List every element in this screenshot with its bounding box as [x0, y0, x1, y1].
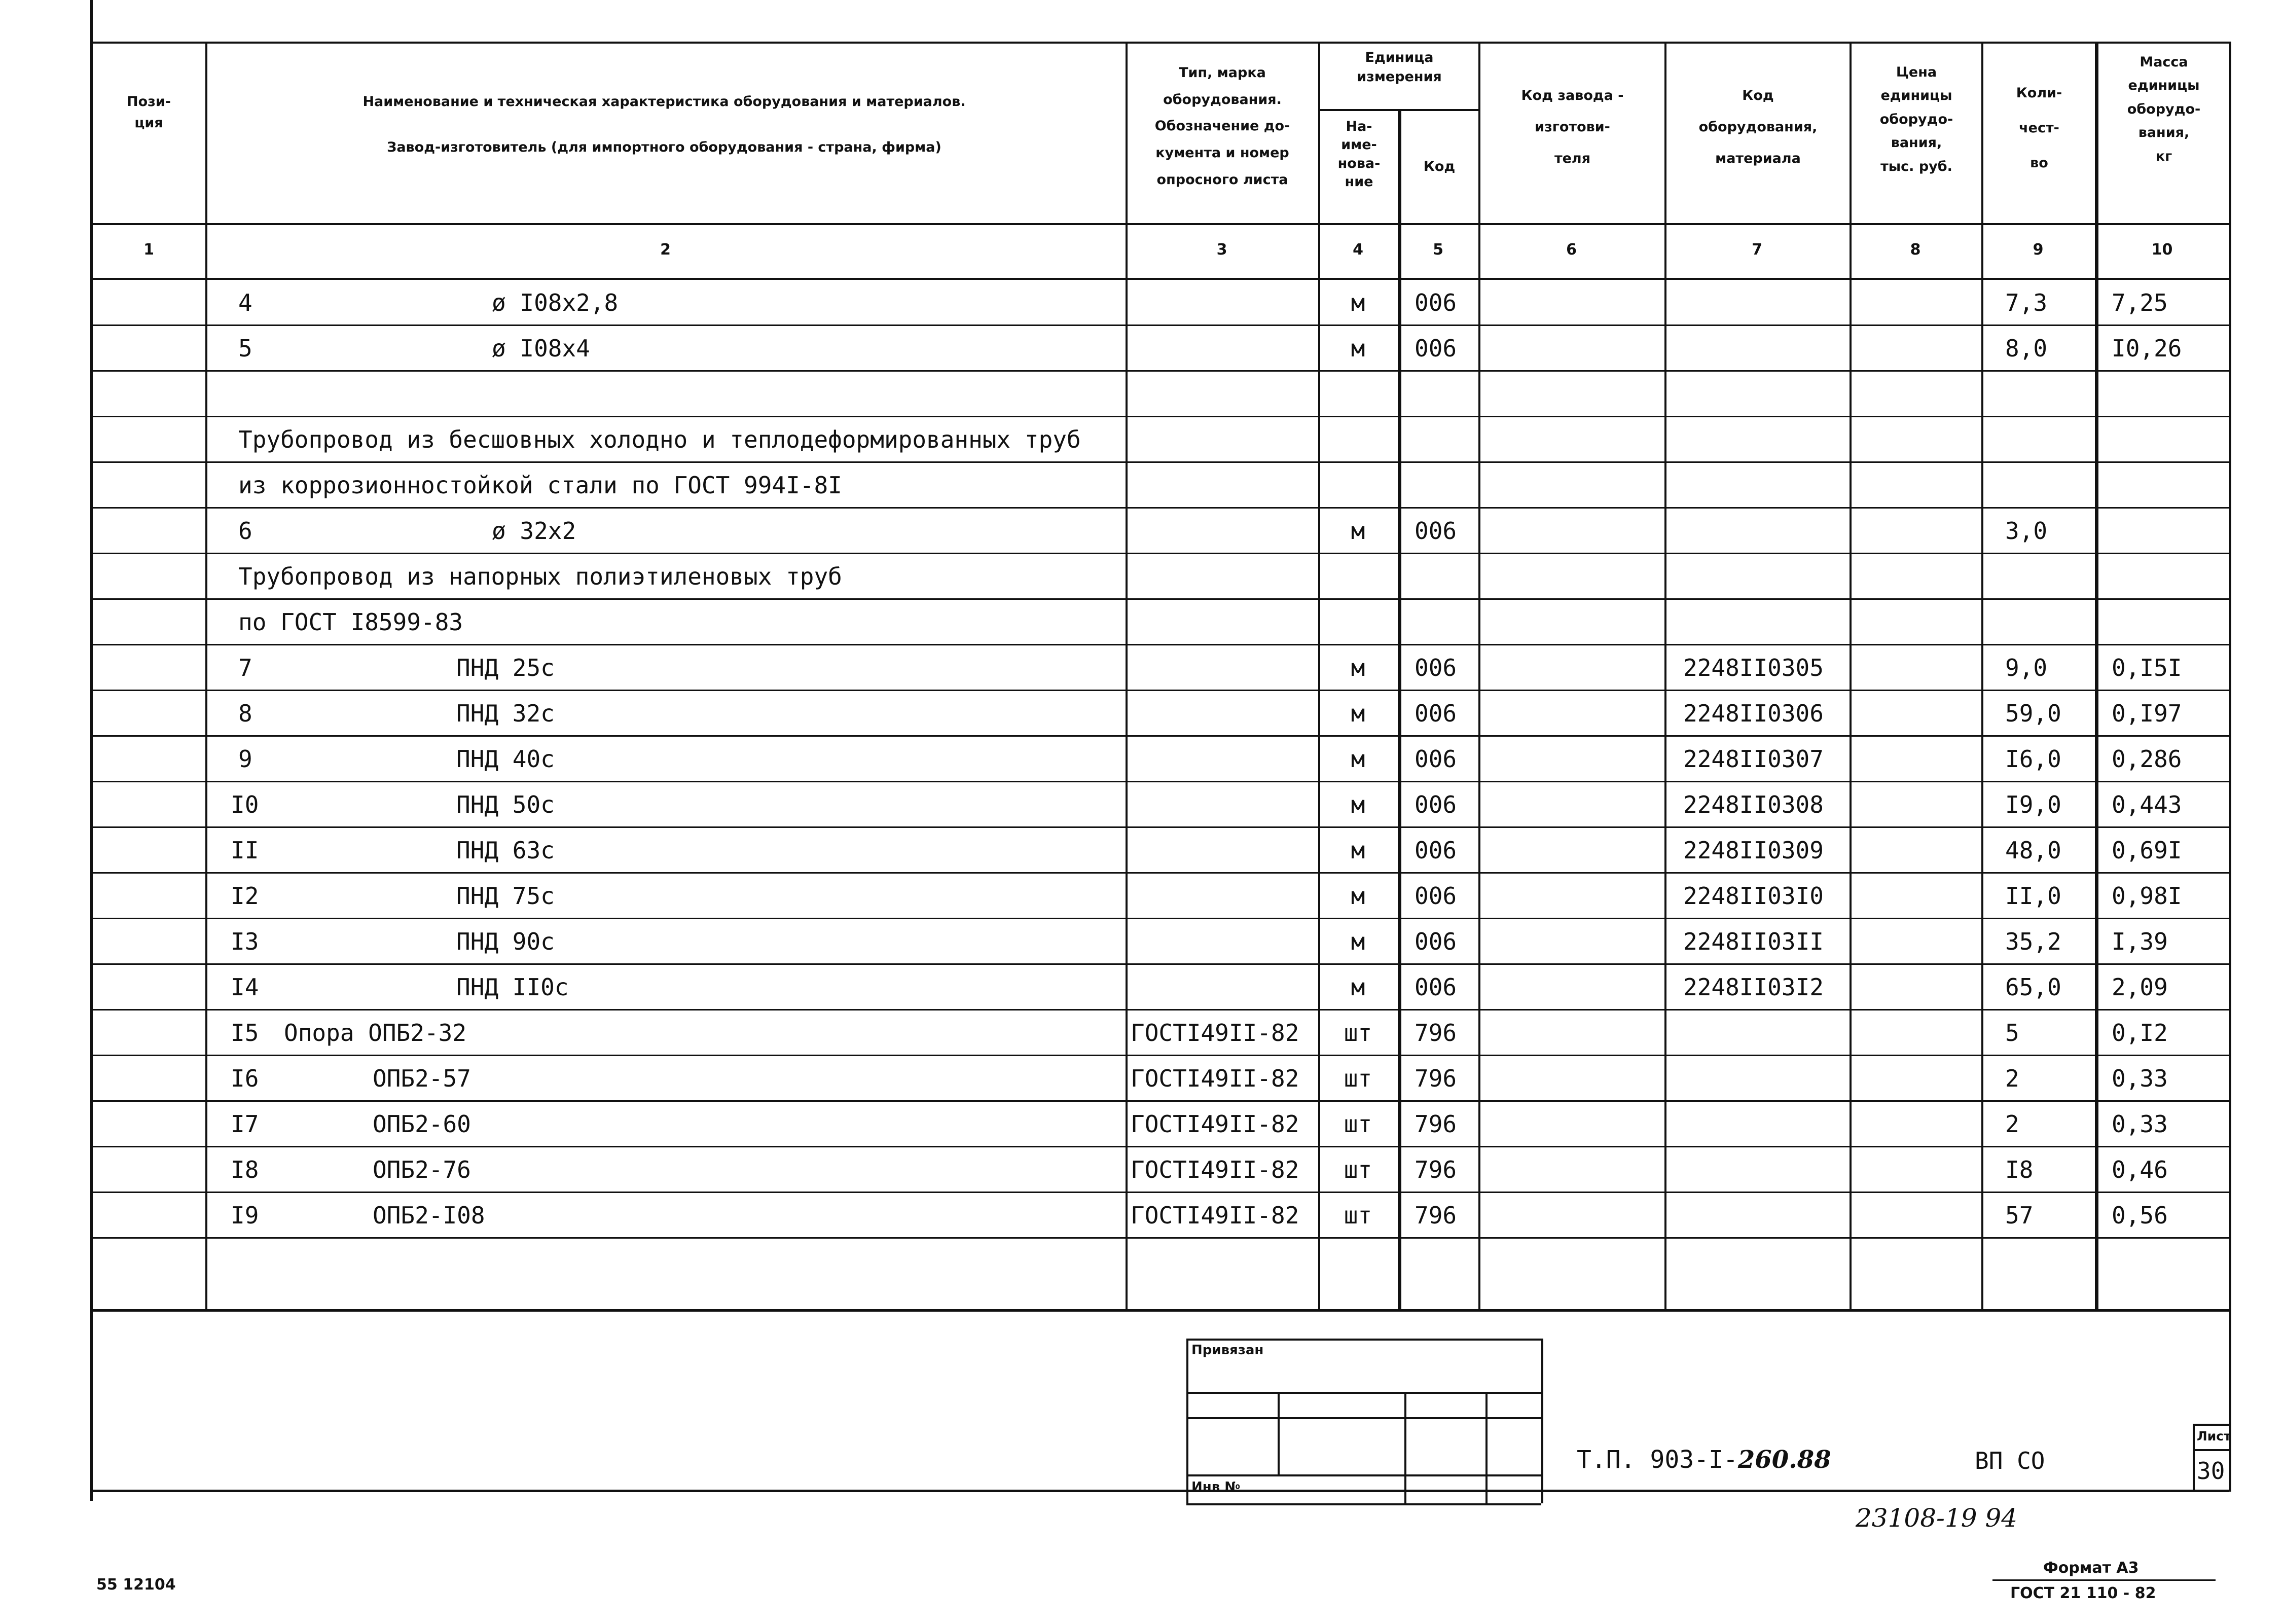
column-number: 1: [143, 241, 154, 259]
cell-name: по ГОСТ I8599-83: [238, 608, 463, 636]
cell-name: Трубопровод из напорных полиэтиленовых труб: [238, 563, 842, 590]
cell-pos: 7: [238, 654, 252, 681]
header-unit: Единица измерения: [1357, 50, 1442, 85]
cell-qty: 59,0: [2005, 700, 2061, 727]
cell-mass: 0,I5I: [2112, 654, 2182, 681]
cell-name: Трубопровод из бесшовных холодно и теплодеформированных труб: [238, 426, 1081, 453]
cell-sub: ПНД 50с: [456, 791, 555, 818]
cell-unit: м: [1351, 791, 1365, 818]
cell-sub: ОПБ2-60: [373, 1110, 471, 1138]
cell-doc: ГОСТI49II-82: [1131, 1202, 1299, 1229]
cell-mass: 0,33: [2112, 1110, 2168, 1138]
row-divider: [92, 416, 2229, 417]
document-number-prefix: Т.П. 903-I-: [1577, 1446, 1738, 1474]
cell-pos: 5: [238, 335, 252, 362]
cell-pos: I9: [231, 1202, 259, 1229]
cell-sub: ø 32x2: [492, 517, 576, 545]
cell-mass: 0,56: [2112, 1202, 2168, 1229]
header-type: Тип, марка оборудования. Обозначение до- кумента и номер опросного листа: [1154, 65, 1290, 188]
column-number: 5: [1433, 241, 1443, 259]
cell-mat: 2248II03II: [1683, 928, 1824, 955]
document-number-handwritten: 260.88: [1737, 1446, 1831, 1474]
cell-name: из коррозионностойкой стали по ГОСТ 994I-8I: [238, 472, 842, 499]
stamp-inv-label: Инв №: [1191, 1479, 1241, 1495]
header-material-code: Код оборудования, материала: [1698, 88, 1818, 167]
cell-unit: шт: [1344, 1110, 1372, 1138]
row-divider: [92, 324, 2229, 326]
cell-pos: 4: [238, 289, 252, 316]
cell-mass: 0,I2: [2112, 1019, 2168, 1046]
cell-pos: I0: [231, 791, 259, 818]
cell-mass: 0,286: [2112, 745, 2182, 773]
header-position: Пози- ция: [127, 94, 171, 131]
cell-mass: I,39: [2112, 928, 2168, 955]
header-quantity: Коли- чест- во: [2016, 85, 2062, 171]
cell-name: Опора ОПБ2-32: [284, 1019, 467, 1046]
row-divider: [92, 826, 2229, 828]
cell-code: 006: [1415, 973, 1457, 1001]
row-divider: [92, 781, 2229, 782]
cell-unit: шт: [1344, 1065, 1372, 1092]
cell-doc: ГОСТI49II-82: [1131, 1019, 1299, 1046]
cell-code: 006: [1415, 928, 1457, 955]
row-divider: [92, 644, 2229, 645]
cell-sub: ПНД 63с: [456, 837, 555, 864]
cell-doc: ГОСТI49II-82: [1131, 1065, 1299, 1092]
row-divider: [92, 1192, 2229, 1193]
cell-mat: 2248II03I0: [1683, 882, 1824, 910]
cell-pos: I4: [231, 973, 259, 1001]
cell-qty: 35,2: [2005, 928, 2061, 955]
row-divider: [92, 461, 2229, 463]
cell-sub: ПНД 75с: [456, 882, 555, 910]
cell-mass: 0,46: [2112, 1156, 2168, 1183]
cell-pos: I2: [231, 882, 259, 910]
cell-unit: м: [1351, 882, 1365, 910]
cell-qty: 2: [2005, 1110, 2019, 1138]
cell-mat: 2248II0309: [1683, 837, 1824, 864]
cell-unit: м: [1351, 654, 1365, 681]
cell-mat: 2248II0306: [1683, 700, 1824, 727]
row-divider: [92, 598, 2229, 600]
cell-sub: ПНД II0с: [456, 973, 569, 1001]
sheet-code: ВП СО: [1975, 1447, 2045, 1474]
cell-sub: ПНД 90с: [456, 928, 555, 955]
row-divider: [92, 1055, 2229, 1056]
cell-code: 006: [1415, 517, 1457, 545]
cell-qty: 8,0: [2005, 335, 2048, 362]
cell-sub: ПНД 25с: [456, 654, 555, 681]
cell-qty: II,0: [2005, 882, 2061, 910]
cell-qty: 3,0: [2005, 517, 2048, 545]
cell-code: 796: [1415, 1202, 1457, 1229]
gost-label: ГОСТ 21 110 - 82: [2010, 1584, 2156, 1602]
sheet-number: 30: [2197, 1457, 2225, 1485]
header-price: Цена единицы оборудо- вания, тыс. руб.: [1879, 64, 1953, 174]
cell-sub: ПНД 32с: [456, 700, 555, 727]
column-number: 3: [1216, 241, 1227, 259]
row-divider: [92, 1237, 2229, 1239]
cell-unit: м: [1351, 289, 1365, 316]
cell-pos: 8: [238, 700, 252, 727]
cell-code: 006: [1415, 335, 1457, 362]
handwritten-number: 23108-19 94: [1856, 1503, 2018, 1533]
cell-qty: 65,0: [2005, 973, 2061, 1001]
column-number: 7: [1752, 241, 1762, 259]
cell-qty: I9,0: [2005, 791, 2061, 818]
column-number: 9: [2033, 241, 2044, 259]
column-number: 2: [660, 241, 671, 259]
cell-mat: 2248II03I2: [1683, 973, 1824, 1001]
cell-pos: I8: [231, 1156, 259, 1183]
cell-unit: м: [1351, 837, 1365, 864]
cell-unit: м: [1351, 517, 1365, 545]
cell-qty: 5: [2005, 1019, 2019, 1046]
cell-unit: шт: [1344, 1202, 1372, 1229]
header-unit-name: На- име- нова- ние: [1337, 119, 1381, 190]
cell-qty: 57: [2005, 1202, 2034, 1229]
column-number: 4: [1353, 241, 1363, 259]
cell-pos: 6: [238, 517, 252, 545]
cell-unit: м: [1351, 745, 1365, 773]
cell-mat: 2248II0308: [1683, 791, 1824, 818]
cell-qty: I8: [2005, 1156, 2034, 1183]
header-name-line1: Наименование и техническая характеристика оборудования и материалов.: [362, 94, 966, 110]
left-code: 55 12104: [96, 1576, 176, 1594]
row-divider: [92, 918, 2229, 919]
cell-unit: м: [1351, 973, 1365, 1001]
cell-code: 796: [1415, 1065, 1457, 1092]
cell-mass: 0,69I: [2112, 837, 2182, 864]
cell-mass: I0,26: [2112, 335, 2182, 362]
format-label: Формат А3: [2043, 1559, 2139, 1577]
cell-pos: 9: [238, 745, 252, 773]
cell-unit: м: [1351, 928, 1365, 955]
cell-code: 006: [1415, 289, 1457, 316]
cell-qty: 48,0: [2005, 837, 2061, 864]
row-divider: [92, 735, 2229, 737]
cell-unit: м: [1351, 700, 1365, 727]
row-divider: [92, 553, 2229, 554]
sheet-label: Лист: [2197, 1429, 2231, 1443]
cell-mass: 2,09: [2112, 973, 2168, 1001]
column-number: 10: [2151, 241, 2173, 259]
cell-unit: шт: [1344, 1156, 1372, 1183]
format-underline: [1992, 1579, 2216, 1581]
row-divider: [92, 370, 2229, 372]
row-divider: [92, 1009, 2229, 1011]
cell-sub: ОПБ2-57: [373, 1065, 471, 1092]
cell-code: 006: [1415, 700, 1457, 727]
cell-pos: I5: [231, 1019, 259, 1046]
header-name-line2: Завод-изготовитель (для импортного оборудования - страна, фирма): [387, 139, 941, 155]
cell-doc: ГОСТI49II-82: [1131, 1156, 1299, 1183]
stamp-privyazan-label: Привязан: [1191, 1343, 1264, 1358]
cell-sub: ОПБ2-I08: [373, 1202, 485, 1229]
row-divider: [92, 963, 2229, 965]
cell-pos: I7: [231, 1110, 259, 1138]
cell-pos: I6: [231, 1065, 259, 1092]
header-manufacturer-code: Код завода - изготови- теля: [1521, 88, 1624, 167]
cell-mat: 2248II0307: [1683, 745, 1824, 773]
row-divider: [92, 1146, 2229, 1147]
row-divider: [92, 690, 2229, 691]
row-divider: [92, 507, 2229, 509]
cell-doc: ГОСТI49II-82: [1131, 1110, 1299, 1138]
cell-mass: 0,33: [2112, 1065, 2168, 1092]
cell-code: 796: [1415, 1110, 1457, 1138]
cell-sub: ПНД 40с: [456, 745, 555, 773]
document-number: [1577, 1448, 1831, 1472]
cell-unit: м: [1351, 335, 1365, 362]
cell-unit: шт: [1344, 1019, 1372, 1046]
cell-mass: 0,443: [2112, 791, 2182, 818]
cell-sub: ø I08x2,8: [492, 289, 619, 316]
cell-code: 006: [1415, 654, 1457, 681]
cell-pos: I3: [231, 928, 259, 955]
header-unit-code: Код: [1423, 159, 1456, 174]
cell-pos: II: [231, 837, 259, 864]
cell-code: 006: [1415, 745, 1457, 773]
cell-qty: I6,0: [2005, 745, 2061, 773]
cell-mass: 0,I97: [2112, 700, 2182, 727]
cell-code: 796: [1415, 1156, 1457, 1183]
cell-mat: 2248II0305: [1683, 654, 1824, 681]
cell-code: 796: [1415, 1019, 1457, 1046]
row-divider: [92, 1100, 2229, 1102]
header-mass: Масса единицы оборудо- вания, кг: [2127, 54, 2201, 164]
cell-mass: 7,25: [2112, 289, 2168, 316]
cell-sub: ОПБ2-76: [373, 1156, 471, 1183]
cell-code: 006: [1415, 882, 1457, 910]
column-number: 8: [1910, 241, 1921, 259]
cell-sub: ø I08x4: [492, 335, 590, 362]
column-number: 6: [1566, 241, 1577, 259]
cell-mass: 0,98I: [2112, 882, 2182, 910]
cell-code: 006: [1415, 791, 1457, 818]
cell-qty: 2: [2005, 1065, 2019, 1092]
cell-qty: 7,3: [2005, 289, 2048, 316]
cell-qty: 9,0: [2005, 654, 2048, 681]
row-divider: [92, 872, 2229, 874]
cell-code: 006: [1415, 837, 1457, 864]
